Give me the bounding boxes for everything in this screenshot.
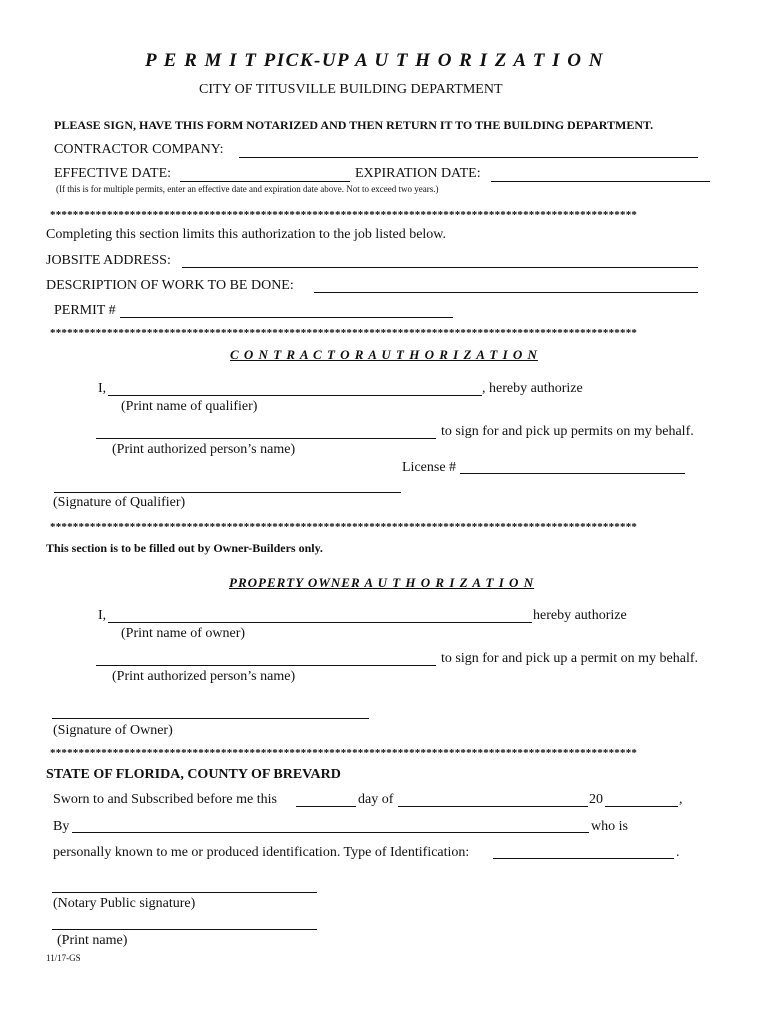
job-section-intro: Completing this section limits this authorization to the job listed below.	[46, 227, 446, 242]
separator-line: *******************************************************************************************************	[50, 522, 638, 533]
notary-year-field[interactable]	[605, 806, 678, 807]
department-name: CITY OF TITUSVILLE BUILDING DEPARTMENT	[199, 82, 503, 97]
qualifier-name-field[interactable]	[108, 395, 482, 396]
owner-name-caption: (Print name of owner)	[121, 626, 246, 641]
owner-builder-note: This section is to be filled out by Owner-Builders only.	[46, 541, 323, 555]
work-description-field[interactable]	[314, 292, 698, 293]
year-prefix: 20	[589, 792, 603, 807]
notary-month-field[interactable]	[398, 806, 588, 807]
identification-text: personally known to me or produced identification. Type of Identification:	[53, 845, 470, 860]
contractor-company-label: CONTRACTOR COMPANY:	[54, 142, 224, 157]
qualifier-signature-field[interactable]	[54, 492, 401, 493]
notary-print-name-field[interactable]	[52, 929, 317, 930]
effective-date-field[interactable]	[180, 181, 350, 182]
permit-number-field[interactable]	[120, 317, 453, 318]
jobsite-address-field[interactable]	[182, 267, 698, 268]
qualifier-signature-caption: (Signature of Qualifier)	[53, 495, 186, 510]
separator-line: *******************************************************************************************************	[50, 210, 638, 221]
contractor-company-field[interactable]	[239, 157, 698, 158]
work-description-label: DESCRIPTION OF WORK TO BE DONE:	[46, 278, 294, 293]
expiration-date-label: EXPIRATION DATE:	[355, 166, 481, 181]
contractor-authorized-caption: (Print authorized person’s name)	[112, 442, 296, 457]
contractor-i-label: I,	[98, 381, 107, 396]
separator-line: *******************************************************************************************************	[50, 328, 638, 339]
notary-by-field[interactable]	[72, 832, 589, 833]
jobsite-address-label: JOBSITE ADDRESS:	[46, 253, 171, 268]
owner-i-label: I,	[98, 608, 107, 623]
owner-authorized-caption: (Print authorized person’s name)	[112, 669, 296, 684]
notary-signature-field[interactable]	[52, 892, 317, 893]
owner-name-field[interactable]	[108, 622, 532, 623]
owner-to-sign-text: to sign for and pick up a permit on my behalf.	[441, 651, 698, 666]
notary-day-field[interactable]	[296, 806, 356, 807]
qualifier-name-caption: (Print name of qualifier)	[121, 399, 258, 414]
owner-authorized-person-field[interactable]	[96, 665, 436, 666]
license-number-label: License #	[402, 460, 457, 475]
multiple-permits-note: (If this is for multiple permits, enter an effective date and expiration date above. Not to exceed two years.)	[56, 184, 439, 194]
permit-number-label: PERMIT #	[54, 303, 116, 318]
by-label: By	[53, 819, 70, 834]
owner-signature-field[interactable]	[52, 718, 369, 719]
day-of-label: day of	[358, 792, 394, 807]
form-code: 11/17-GS	[46, 953, 81, 963]
owner-hereby-label: hereby authorize	[533, 608, 627, 623]
owner-signature-caption: (Signature of Owner)	[53, 723, 173, 738]
identification-period: .	[676, 845, 680, 860]
year-comma: ,	[679, 792, 683, 807]
contractor-authorized-person-field[interactable]	[96, 438, 436, 439]
form-instruction: PLEASE SIGN, HAVE THIS FORM NOTARIZED AND THEN RETURN IT TO THE BUILDING DEPARTMENT.	[54, 118, 654, 132]
form-title: P E R M I T PICK-UP A U T H O R I Z A T I O N	[145, 50, 604, 71]
owner-authorization-heading: PROPERTY OWNER A U T H O R I Z A T I O N	[229, 575, 535, 590]
separator-line: *******************************************************************************************************	[50, 748, 638, 759]
notary-signature-caption: (Notary Public signature)	[53, 896, 196, 911]
effective-date-label: EFFECTIVE DATE:	[54, 166, 172, 181]
identification-type-field[interactable]	[493, 858, 674, 859]
notary-heading: STATE OF FLORIDA, COUNTY OF BREVARD	[46, 767, 341, 782]
contractor-hereby-label: , hereby authorize	[482, 381, 583, 396]
notary-print-name-caption: (Print name)	[57, 933, 128, 948]
contractor-authorization-heading: C O N T R A C T O R A U T H O R I Z A T I O N	[230, 347, 538, 362]
license-number-field[interactable]	[460, 473, 685, 474]
who-is-label: who is	[591, 819, 628, 834]
sworn-text: Sworn to and Subscribed before me this	[53, 792, 277, 807]
contractor-to-sign-text: to sign for and pick up permits on my behalf.	[441, 424, 694, 439]
expiration-date-field[interactable]	[491, 181, 710, 182]
